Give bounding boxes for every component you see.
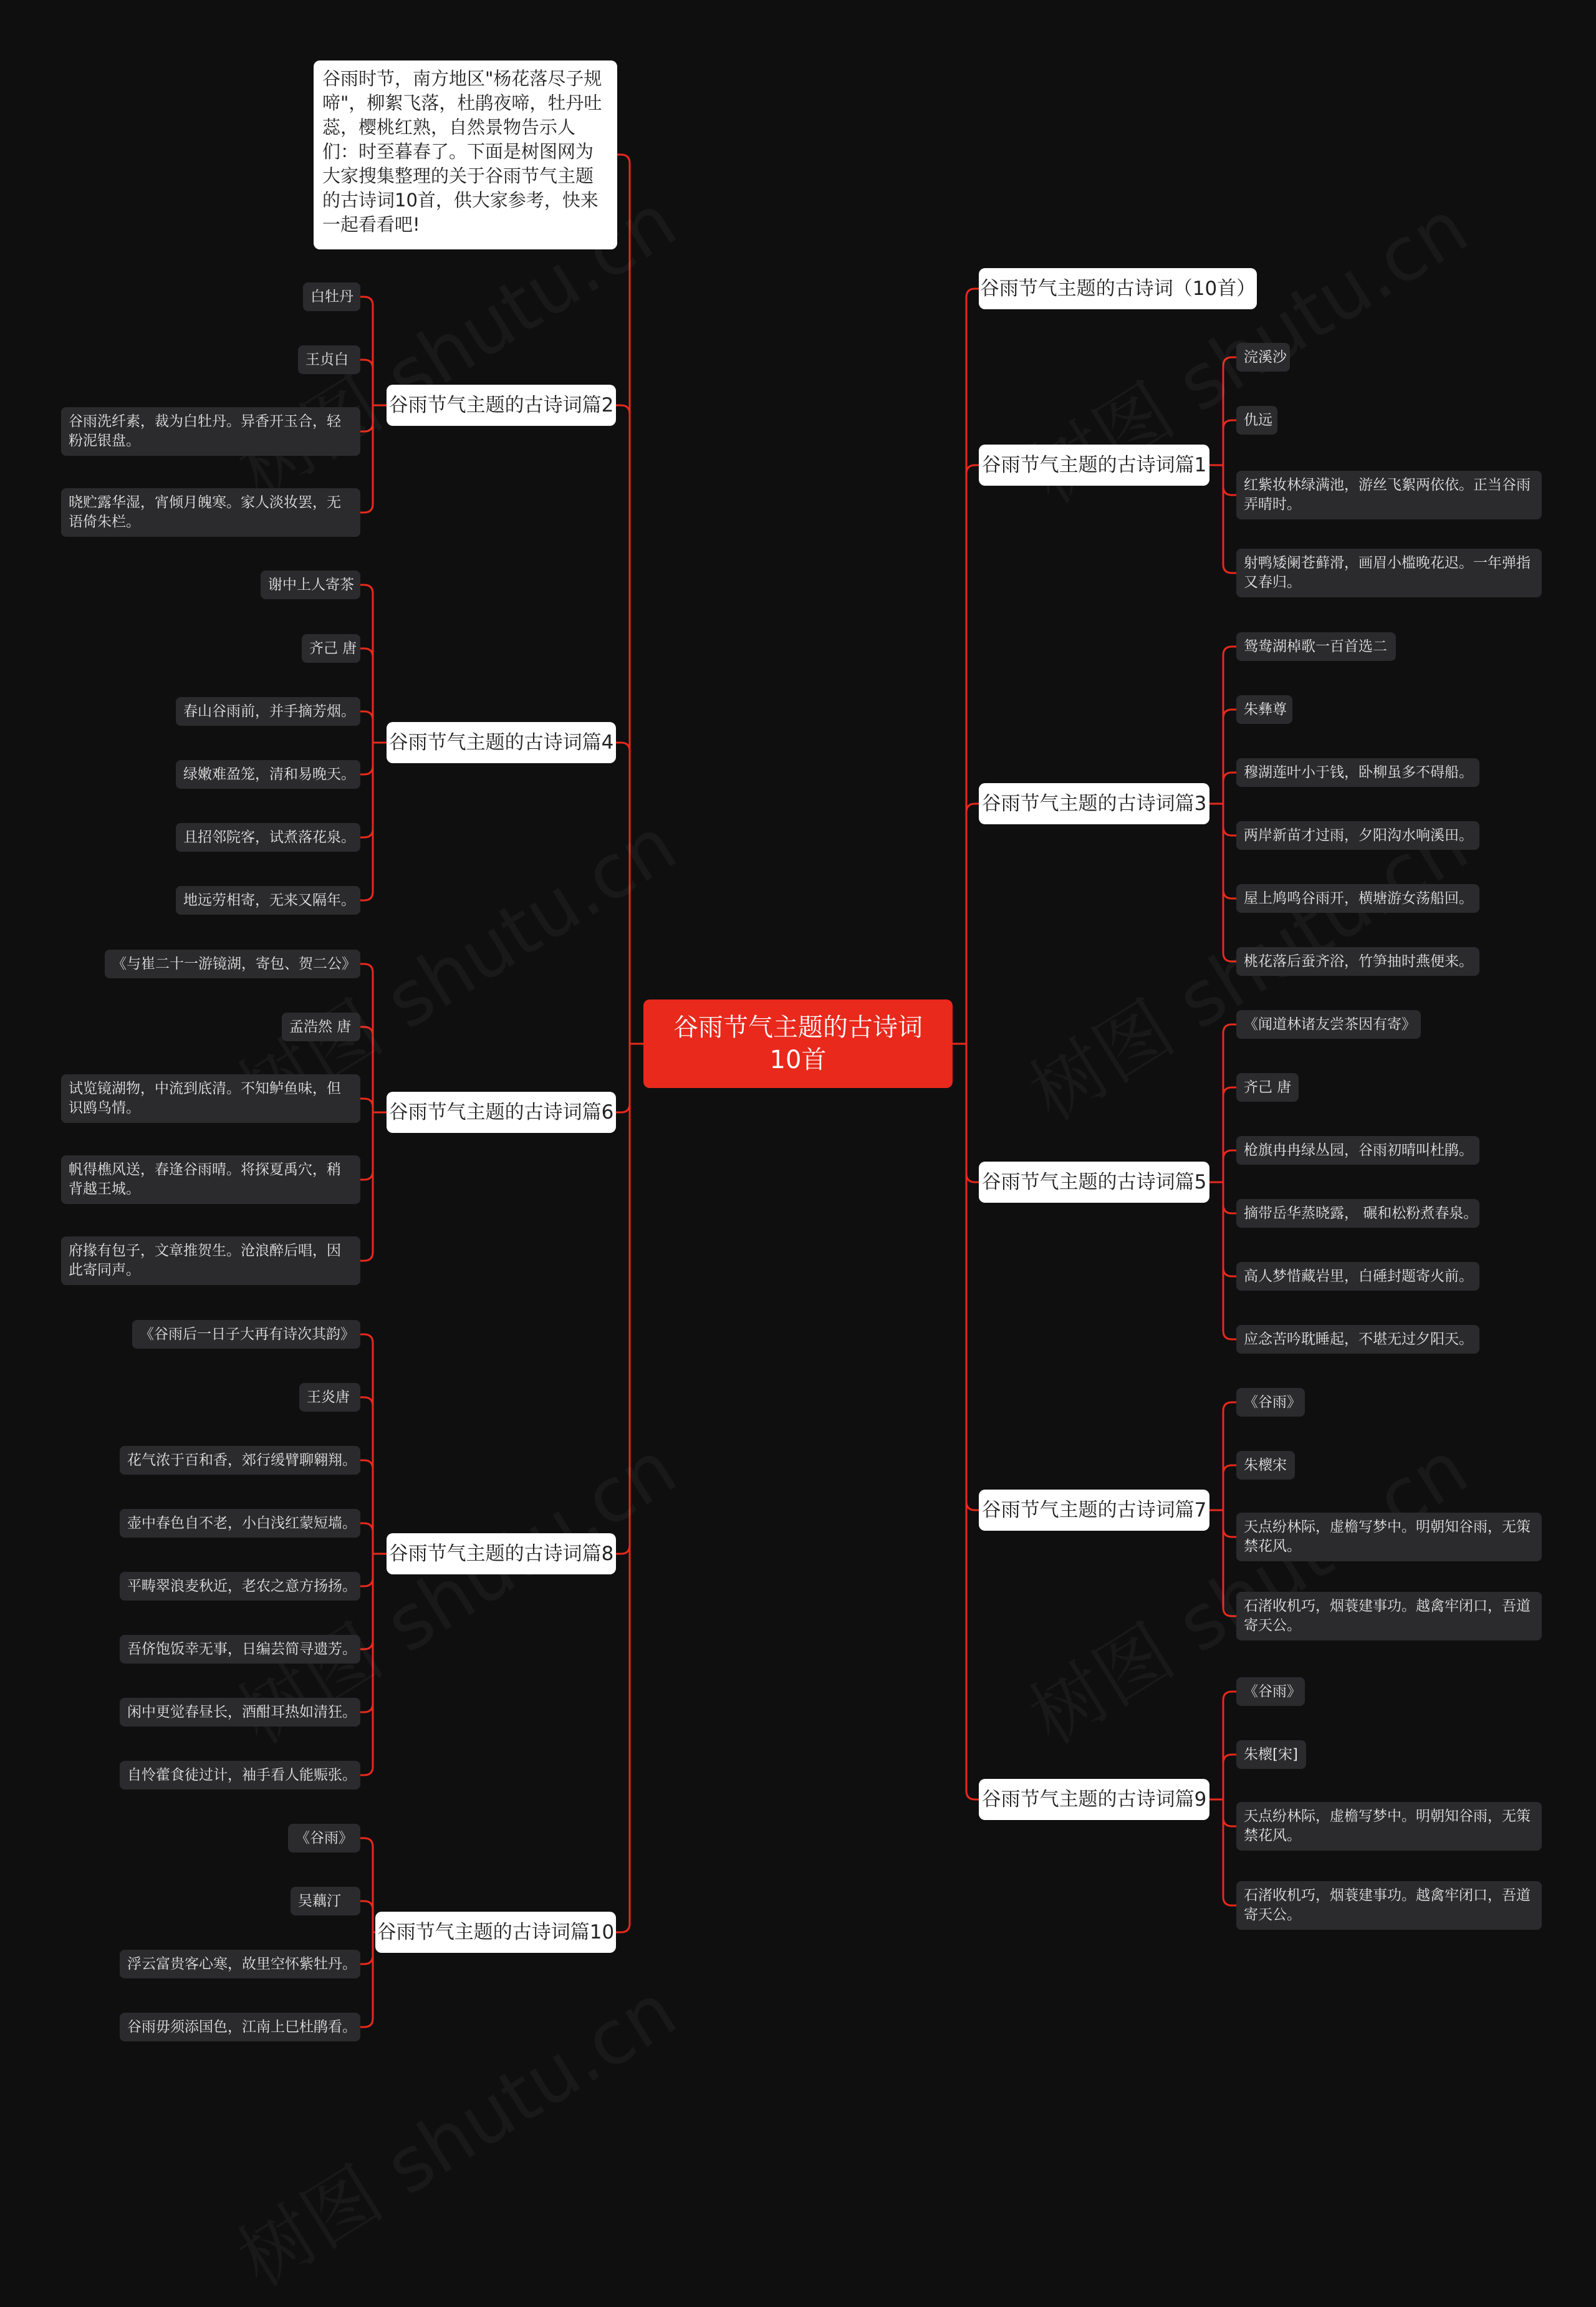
leaf-item: 花气浓于百和香，郊行缓臂聊翱翔。 <box>120 1446 360 1475</box>
connector-line <box>1209 1755 1236 1799</box>
connector-line <box>1209 1510 1236 1616</box>
leaf-item: 闲中更觉春昼长，酒酣耳热如清狂。 <box>120 1698 360 1727</box>
leaf-item: 红紫妆林绿满池，游丝飞絮两依依。正当谷雨弄晴时。 <box>1236 471 1542 519</box>
leaf-item: 白牡丹 <box>303 282 360 311</box>
connector-line <box>1209 1465 1236 1510</box>
connector-line <box>953 1044 979 1799</box>
leaf-item: 《谷雨》 <box>1236 1388 1305 1417</box>
connector-line <box>616 743 643 1044</box>
branch-right-6[interactable]: 谷雨节气主题的古诗词篇9 <box>979 1779 1209 1820</box>
leaf-item: 《与崔二十一游镜湖，寄包、贺二公》 <box>105 950 360 978</box>
leaf-item: 绿嫩难盈笼，清和易晚天。 <box>176 760 360 789</box>
leaf-item: 《谷雨》 <box>288 1824 360 1852</box>
leaf-item: 枪旗冉冉绿丛园，谷雨初晴叫杜鹃。 <box>1236 1136 1479 1165</box>
leaf-item: 谷雨洗纤素，裁为白牡丹。异香开玉合，轻粉泥银盘。 <box>61 407 360 456</box>
leaf-item: 《谷雨后一日子大再有诗次其韵》 <box>132 1320 360 1349</box>
leaf-item: 平畴翠浪麦秋近，老农之意方扬扬。 <box>120 1572 360 1601</box>
connector-line <box>1209 465 1236 573</box>
leaf-item: 穆湖莲叶小于钱，卧柳虽多不碍船。 <box>1236 758 1479 787</box>
leaf-item: 仇远 <box>1236 406 1277 435</box>
root-topic[interactable]: 谷雨节气主题的古诗词10首 <box>643 999 953 1088</box>
connector-line <box>616 1044 643 1932</box>
leaf-item: 应念苦吟耽睡起，不堪无过夕阳天。 <box>1236 1325 1479 1354</box>
branch-left-2[interactable]: 谷雨节气主题的古诗词篇4 <box>387 722 616 763</box>
connector-line <box>360 405 387 513</box>
intro-text: 谷雨时节，南方地区"杨花落尽子规啼"，柳絮飞落，杜鹃夜啼，牡丹吐蕊，樱桃红熟，自然景物告示人们：时至暮春了。下面是树图网为大家搜集整理的关于谷雨节气主题的古诗词10首，供大家参考，快来一起看看吧! <box>314 60 617 249</box>
leaf-item: 桃花落后蚕齐浴，竹笋抽时燕便来。 <box>1236 947 1479 976</box>
connector-line <box>360 1932 375 2027</box>
branch-left-1[interactable]: 谷雨节气主题的古诗词篇2 <box>387 385 616 426</box>
leaf-item: 天点纷林际，虚檐写梦中。明朝知谷雨，无策禁花风。 <box>1236 1802 1542 1851</box>
leaf-item: 王贞白 <box>298 345 360 374</box>
leaf-item: 谷雨毋须添国色，江南上巳杜鹃看。 <box>120 2013 360 2041</box>
connector-line <box>360 360 387 405</box>
leaf-item: 壶中春色自不老，小白浅红蒙短墙。 <box>120 1509 360 1538</box>
leaf-item: 高人梦惜藏岩里，白硾封题寄火前。 <box>1236 1262 1479 1291</box>
connector-line <box>1209 1799 1236 1905</box>
leaf-item: 朱彝尊 <box>1236 695 1292 724</box>
leaf-item: 浣溪沙 <box>1236 343 1290 372</box>
leaf-item: 《谷雨》 <box>1236 1677 1305 1706</box>
leaf-item: 石渚收机巧，烟蓑建事功。越禽牢闭口，吾道寄天公。 <box>1236 1881 1542 1930</box>
branch-left-4[interactable]: 谷雨节气主题的古诗词篇8 <box>387 1533 616 1574</box>
connector-line <box>953 804 979 1044</box>
branch-left-5[interactable]: 谷雨节气主题的古诗词篇10 <box>375 1912 616 1953</box>
leaf-item: 试览镜湖物，中流到底清。不知鲈鱼味，但识鸥鸟情。 <box>61 1074 360 1123</box>
leaf-item: 谢中上人寄茶 <box>261 571 360 599</box>
leaf-item: 帆得樵风送，春逢谷雨晴。将探夏禹穴，稍背越王城。 <box>61 1155 360 1204</box>
connector-line <box>360 743 387 900</box>
branch-right-3[interactable]: 谷雨节气主题的古诗词篇3 <box>979 783 1209 824</box>
leaf-item: 天点纷林际，虚檐写梦中。明朝知谷雨，无策禁花风。 <box>1236 1513 1542 1561</box>
leaf-item: 朱櫰宋 <box>1236 1451 1295 1480</box>
connector-line <box>1209 420 1236 465</box>
leaf-item: 春山谷雨前，并手摘芳烟。 <box>176 697 360 726</box>
leaf-item: 齐己 唐 <box>302 634 360 663</box>
branch-right-5[interactable]: 谷雨节气主题的古诗词篇7 <box>979 1490 1209 1531</box>
branch-right-4[interactable]: 谷雨节气主题的古诗词篇5 <box>979 1162 1209 1203</box>
branch-right-1[interactable]: 谷雨节气主题的古诗词（10首） <box>979 268 1257 309</box>
connector-line <box>360 1112 387 1261</box>
connector-line <box>1209 1150 1236 1182</box>
leaf-item: 晓贮露华湿，宵倾月魄寒。家人淡妆罢，无语倚朱栏。 <box>61 488 360 537</box>
leaf-item: 吾侪饱饭幸无事，日编芸简寻遗芳。 <box>120 1635 360 1664</box>
leaf-item: 浮云富贵客心寒，故里空怀紫牡丹。 <box>120 1950 360 1978</box>
leaf-item: 屋上鸠鸣谷雨开，横塘游女荡船回。 <box>1236 884 1479 913</box>
branch-left-3[interactable]: 谷雨节气主题的古诗词篇6 <box>387 1092 616 1133</box>
leaf-item: 《闻道林诸友尝茶因有寄》 <box>1236 1010 1421 1039</box>
connector-line <box>1209 1182 1236 1339</box>
leaf-item: 摘带岳华蒸晓露， 碾和松粉煮春泉。 <box>1236 1199 1479 1228</box>
connector-line <box>360 1901 375 1932</box>
leaf-item: 两岸新苗才过雨，夕阳沟水响溪田。 <box>1236 821 1479 850</box>
leaf-item: 且招邻院客，试煮落花泉。 <box>176 823 360 852</box>
leaf-item: 王炎唐 <box>299 1383 360 1412</box>
connector-line <box>1209 804 1236 961</box>
leaf-item: 齐己 唐 <box>1236 1073 1299 1102</box>
leaf-item: 吴藕汀 <box>291 1887 360 1915</box>
leaf-item: 射鸭矮阑苍藓滑，画眉小槛晚花迟。一年弹指又春归。 <box>1236 549 1542 597</box>
leaf-item: 地远劳相寄，无来又隔年。 <box>176 886 360 915</box>
leaf-item: 孟浩然 唐 <box>282 1013 360 1041</box>
leaf-item: 朱櫰[宋] <box>1236 1740 1306 1769</box>
leaf-item: 石渚收机巧，烟蓑建事功。越禽牢闭口，吾道寄天公。 <box>1236 1592 1542 1640</box>
leaf-item: 自怜藿食徒过计，袖手看人能赈张。 <box>120 1761 360 1789</box>
connector-line <box>1209 773 1236 804</box>
leaf-item: 鸳鸯湖棹歌一百首选二 <box>1236 632 1396 661</box>
leaf-item: 府掾有包子，文章推贺生。沧浪醉后唱，因此寄同声。 <box>61 1236 360 1285</box>
branch-right-2[interactable]: 谷雨节气主题的古诗词篇1 <box>979 445 1209 486</box>
